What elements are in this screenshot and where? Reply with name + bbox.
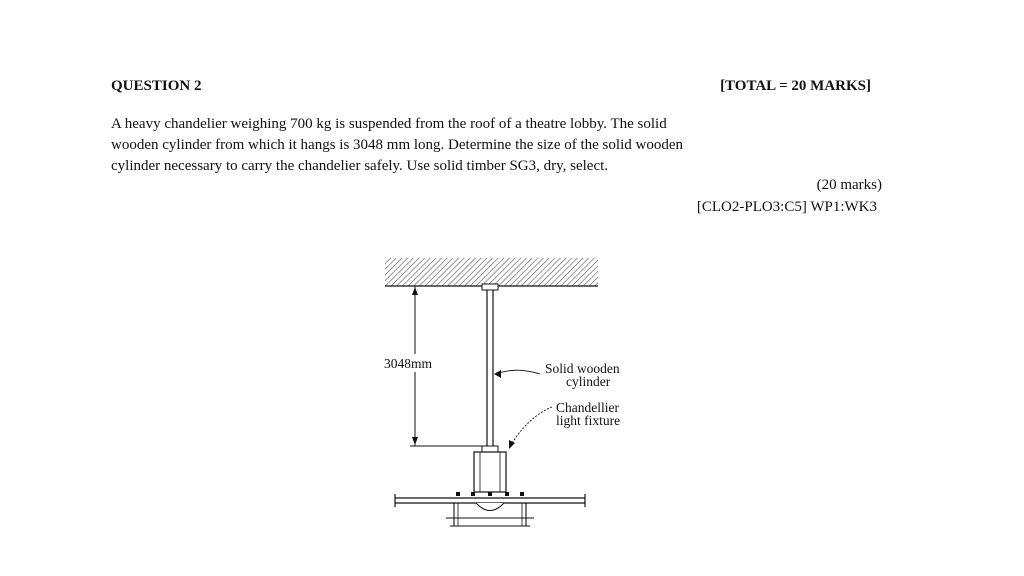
bulb xyxy=(520,492,524,496)
total-marks: [TOTAL = 20 MARKS] xyxy=(720,78,871,94)
bulb xyxy=(471,492,475,496)
question-line: A heavy chandelier weighing 700 kg is suspended from the roof of a theatre lobby. The solid xyxy=(111,116,667,132)
cylinder-leader-arrow xyxy=(494,370,501,378)
dimension-arrow-top xyxy=(412,287,418,295)
bulb xyxy=(505,492,509,496)
dimension-label: 3048mm xyxy=(384,356,433,371)
question-line: cylinder necessary to carry the chandelier safely. Use solid timber SG3, dry, select. xyxy=(111,158,609,174)
outcome-code: [CLO2-PLO3:C5] WP1:WK3 xyxy=(696,199,877,215)
marks-label: (20 marks) xyxy=(816,177,882,193)
chandelier-diagram xyxy=(370,250,670,540)
fixture-housing xyxy=(474,452,506,492)
roof-hatch xyxy=(385,258,598,286)
dimension-arrow-bottom xyxy=(412,437,418,445)
cylinder-leader xyxy=(495,370,540,374)
chandelier-bowl xyxy=(476,503,504,511)
fixture-leader xyxy=(510,407,552,447)
question-header xyxy=(111,78,871,98)
fixture-collar xyxy=(482,446,498,452)
bulb xyxy=(456,492,460,496)
fixture-leader-arrow xyxy=(509,440,515,449)
top-mount xyxy=(482,284,498,290)
question-body xyxy=(111,114,886,177)
bulb xyxy=(488,492,492,496)
fixture-label: Chandellier light fixture xyxy=(556,400,621,428)
question-line: wooden cylinder from which it hangs is 3048 mm long. Determine the size of the solid wooden xyxy=(111,137,683,153)
question-title: QUESTION 2 xyxy=(111,78,202,94)
cylinder-label: Solid wooden cylinder xyxy=(545,361,620,389)
